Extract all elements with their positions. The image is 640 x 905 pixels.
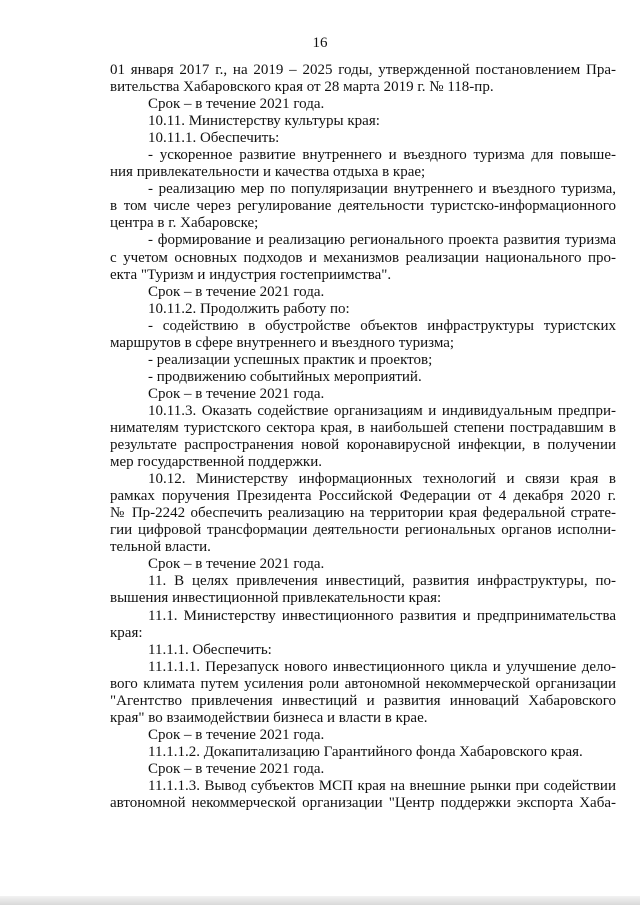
text-line: 11.1.1.2. Докапитализацию Гарантийного фонда Хабаровского края.	[148, 743, 583, 760]
text-line: - реализации успешных практик и проектов;	[148, 351, 433, 368]
text-line: 11.1. Министерству инвестиционного развития и предпринимательства	[148, 607, 616, 624]
text-line: автономной некоммерческой организации "Центр поддержки экспорта Хаба-	[110, 795, 616, 812]
text-line: с учетом основных подходов и механизмов реализации национального про-	[110, 249, 616, 266]
text-line: - продвижению событийных мероприятий.	[148, 368, 422, 385]
text-line: - содействию в обустройстве объектов инфраструктуры туристских	[148, 317, 616, 334]
text-line: - формирование и реализацию регионального проекта развития туризма	[148, 232, 616, 249]
deadline-line: Срок – в течение 2021 года.	[148, 556, 325, 573]
text-line: 01 января 2017 г., на 2019 – 2025 годы, утвержденной постановлением Пра-	[110, 62, 616, 78]
deadline-line: Срок – в течение 2021 года.	[148, 96, 325, 113]
text-line: вого климата путем усиления роли автономной некоммерческой организации	[110, 675, 616, 692]
clause-heading: 10.11. Министерству культуры края:	[148, 113, 380, 130]
text-line: гии цифровой трансформации деятельности региональных органов исполни-	[110, 522, 616, 539]
clause-heading: 10.11.1. Обеспечить:	[148, 130, 280, 147]
deadline-line: Срок – в течение 2021 года.	[148, 283, 325, 300]
text-line: тельной власти.	[110, 539, 211, 556]
text-line: вышения инвестиционной привлекательности края:	[110, 590, 442, 607]
text-line: края:	[110, 624, 143, 641]
text-line: 10.11.3. Оказать содействие организациям и индивидуальным предпри-	[148, 402, 616, 419]
text-line: края" во взаимодействии бизнеса и власти в крае.	[110, 709, 428, 726]
text-line: маршрутов в сфере внутреннего и въездного туризма;	[110, 334, 455, 351]
text-line: - ускоренное развитие внутреннего и въездного туризма для повыше-	[148, 147, 616, 164]
text-line: мер государственной поддержки.	[110, 454, 322, 471]
text-line: - реализацию мер по популяризации внутреннего и въездного туризма,	[148, 181, 616, 198]
text-line: нимателям туристского сектора края, в наибольшей степени пострадавшим в	[110, 419, 616, 436]
text-line: 11.1.1.1. Перезапуск нового инвестиционного цикла и улучшение дело-	[148, 658, 616, 675]
text-line: "Агентство привлечения инвестиций и развития инноваций Хабаровского	[110, 692, 616, 709]
text-line: в том числе через регулирование деятельности туристско-информационного	[110, 198, 616, 215]
deadline-line: Срок – в течение 2021 года.	[148, 760, 325, 777]
clause-heading: 10.11.2. Продолжить работу по:	[148, 300, 350, 317]
text-line: центра в г. Хабаровске;	[110, 215, 259, 232]
text-line: 11.1.1.3. Вывод субъектов МСП края на внешние рынки при содействии	[148, 777, 616, 794]
text-line: вительства Хабаровского края от 28 марта 2019 г. № 118-пр.	[110, 79, 494, 96]
text-line: рамках поручения Президента Российской Федерации от 4 декабря 2020 г.	[110, 488, 616, 505]
deadline-line: Срок – в течение 2021 года.	[148, 726, 325, 743]
text-line: 11. В целях привлечения инвестиций, развития инфраструктуры, по-	[148, 573, 616, 590]
text-line: № Пр-2242 обеспечить реализацию на территории края федеральной страте-	[110, 505, 616, 522]
text-line: 10.12. Министерству информационных технологий и связи края в	[148, 471, 616, 488]
page-bottom-edge	[0, 896, 640, 905]
text-line: ния привлекательности и качества отдыха в крае;	[110, 164, 426, 181]
deadline-line: Срок – в течение 2021 года.	[148, 385, 325, 402]
page-number: 16	[312, 35, 328, 51]
clause-heading: 11.1.1. Обеспечить:	[148, 641, 272, 658]
document-body	[110, 62, 616, 812]
text-line: екта "Туризм и индустрия гостеприимства".	[110, 266, 392, 283]
text-line: результате распространения новой коронавирусной инфекции, в получении	[110, 437, 616, 454]
